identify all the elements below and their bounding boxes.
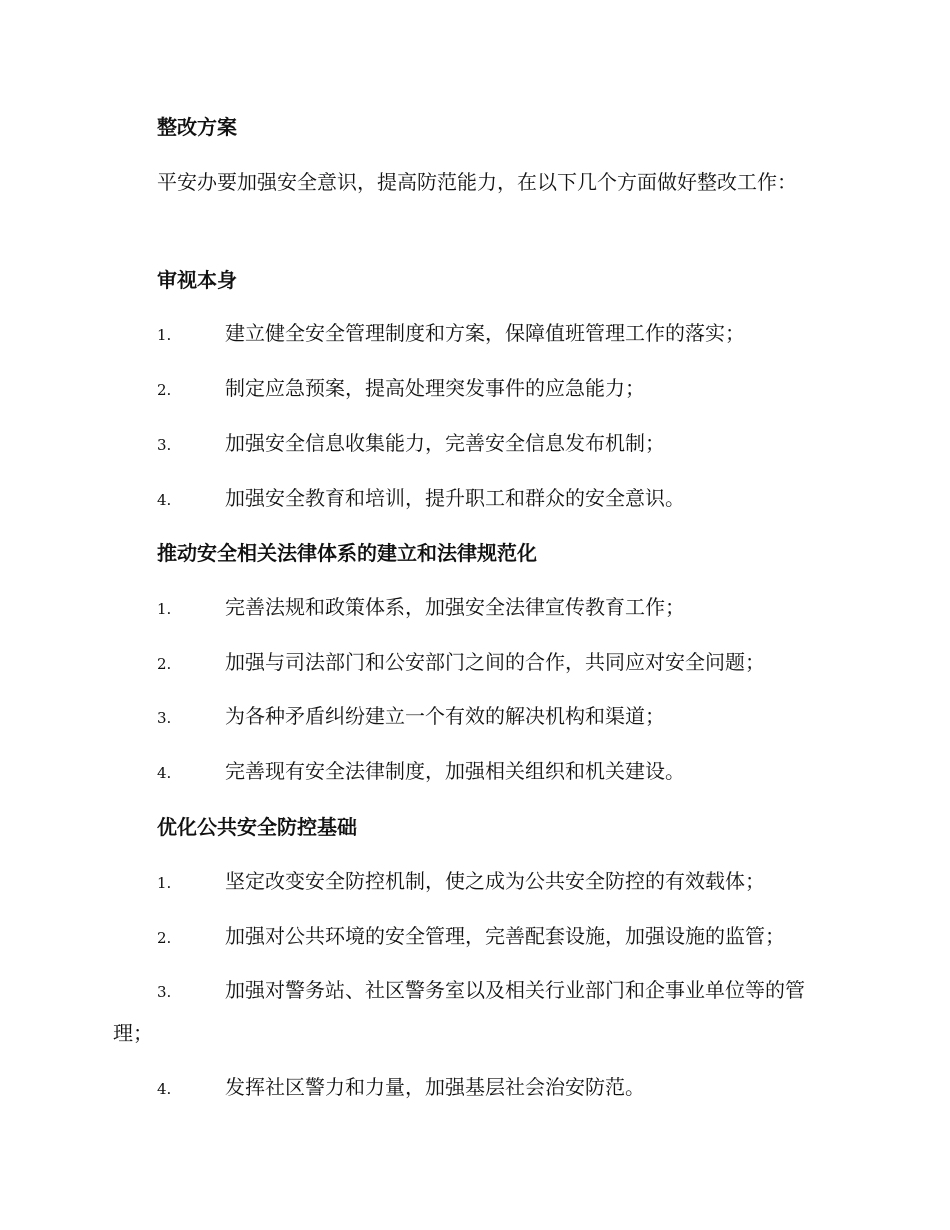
list-item-text: 加强安全教育和培训，提升职工和群众的安全意识。 — [225, 486, 685, 510]
list-item-number: 3. — [157, 709, 172, 727]
intro-paragraph: 平安办要加强安全意识，提高防范能力，在以下几个方面做好整改工作： — [157, 170, 797, 194]
list-item-text: 加强安全信息收集能力，完善安全信息发布机制； — [225, 431, 665, 455]
list-item-text: 为各种矛盾纠纷建立一个有效的解决机构和渠道； — [225, 704, 665, 728]
list-item-text: 发挥社区警力和力量，加强基层社会治安防范。 — [225, 1075, 645, 1099]
list-item-number: 4. — [157, 1080, 172, 1098]
list-item — [113, 587, 837, 630]
list-item-number: 2. — [157, 381, 172, 399]
list-item-text: 加强对公共环境的安全管理，完善配套设施，加强设施的监管； — [225, 924, 785, 948]
list-item-text: 坚定改变安全防控机制，使之成为公共安全防控的有效载体； — [225, 869, 765, 893]
list-item-number: 4. — [157, 491, 172, 509]
list-item — [113, 478, 837, 521]
list-item-number: 1. — [157, 326, 172, 344]
list-item-number: 4. — [157, 764, 172, 782]
section-heading: 优化公共安全防控基础 — [157, 815, 357, 839]
list-item-text: 建立健全安全管理制度和方案，保障值班管理工作的落实； — [225, 321, 745, 345]
list-item-number: 2. — [157, 929, 172, 947]
list-item-text: 完善法规和政策体系，加强安全法律宣传教育工作； — [225, 595, 685, 619]
list-item-number: 1. — [157, 600, 172, 618]
section-heading: 审视本身 — [157, 268, 237, 292]
list-item — [113, 1067, 837, 1110]
list-item — [113, 751, 837, 794]
document-title: 整改方案 — [157, 115, 237, 139]
list-item-number: 1. — [157, 874, 172, 892]
list-item-text: 加强对警务站、社区警务室以及相关行业部门和企事业单位等的管理； — [113, 978, 805, 1045]
list-item-number: 3. — [157, 436, 172, 454]
list-item-text: 完善现有安全法律制度，加强相关组织和机关建设。 — [225, 759, 685, 783]
list-item — [113, 970, 837, 1054]
list-item-text: 加强与司法部门和公安部门之间的合作，共同应对安全问题； — [225, 650, 765, 674]
section-heading: 推动安全相关法律体系的建立和法律规范化 — [157, 541, 537, 565]
list-item — [113, 368, 837, 411]
list-item-number: 3. — [157, 983, 172, 1001]
list-item-text: 制定应急预案，提高处理突发事件的应急能力； — [225, 376, 645, 400]
list-item — [113, 313, 837, 356]
list-item — [113, 861, 837, 904]
list-item — [113, 423, 837, 466]
list-item — [113, 916, 837, 959]
list-item — [113, 642, 837, 685]
list-item — [113, 696, 837, 739]
list-item-number: 2. — [157, 655, 172, 673]
